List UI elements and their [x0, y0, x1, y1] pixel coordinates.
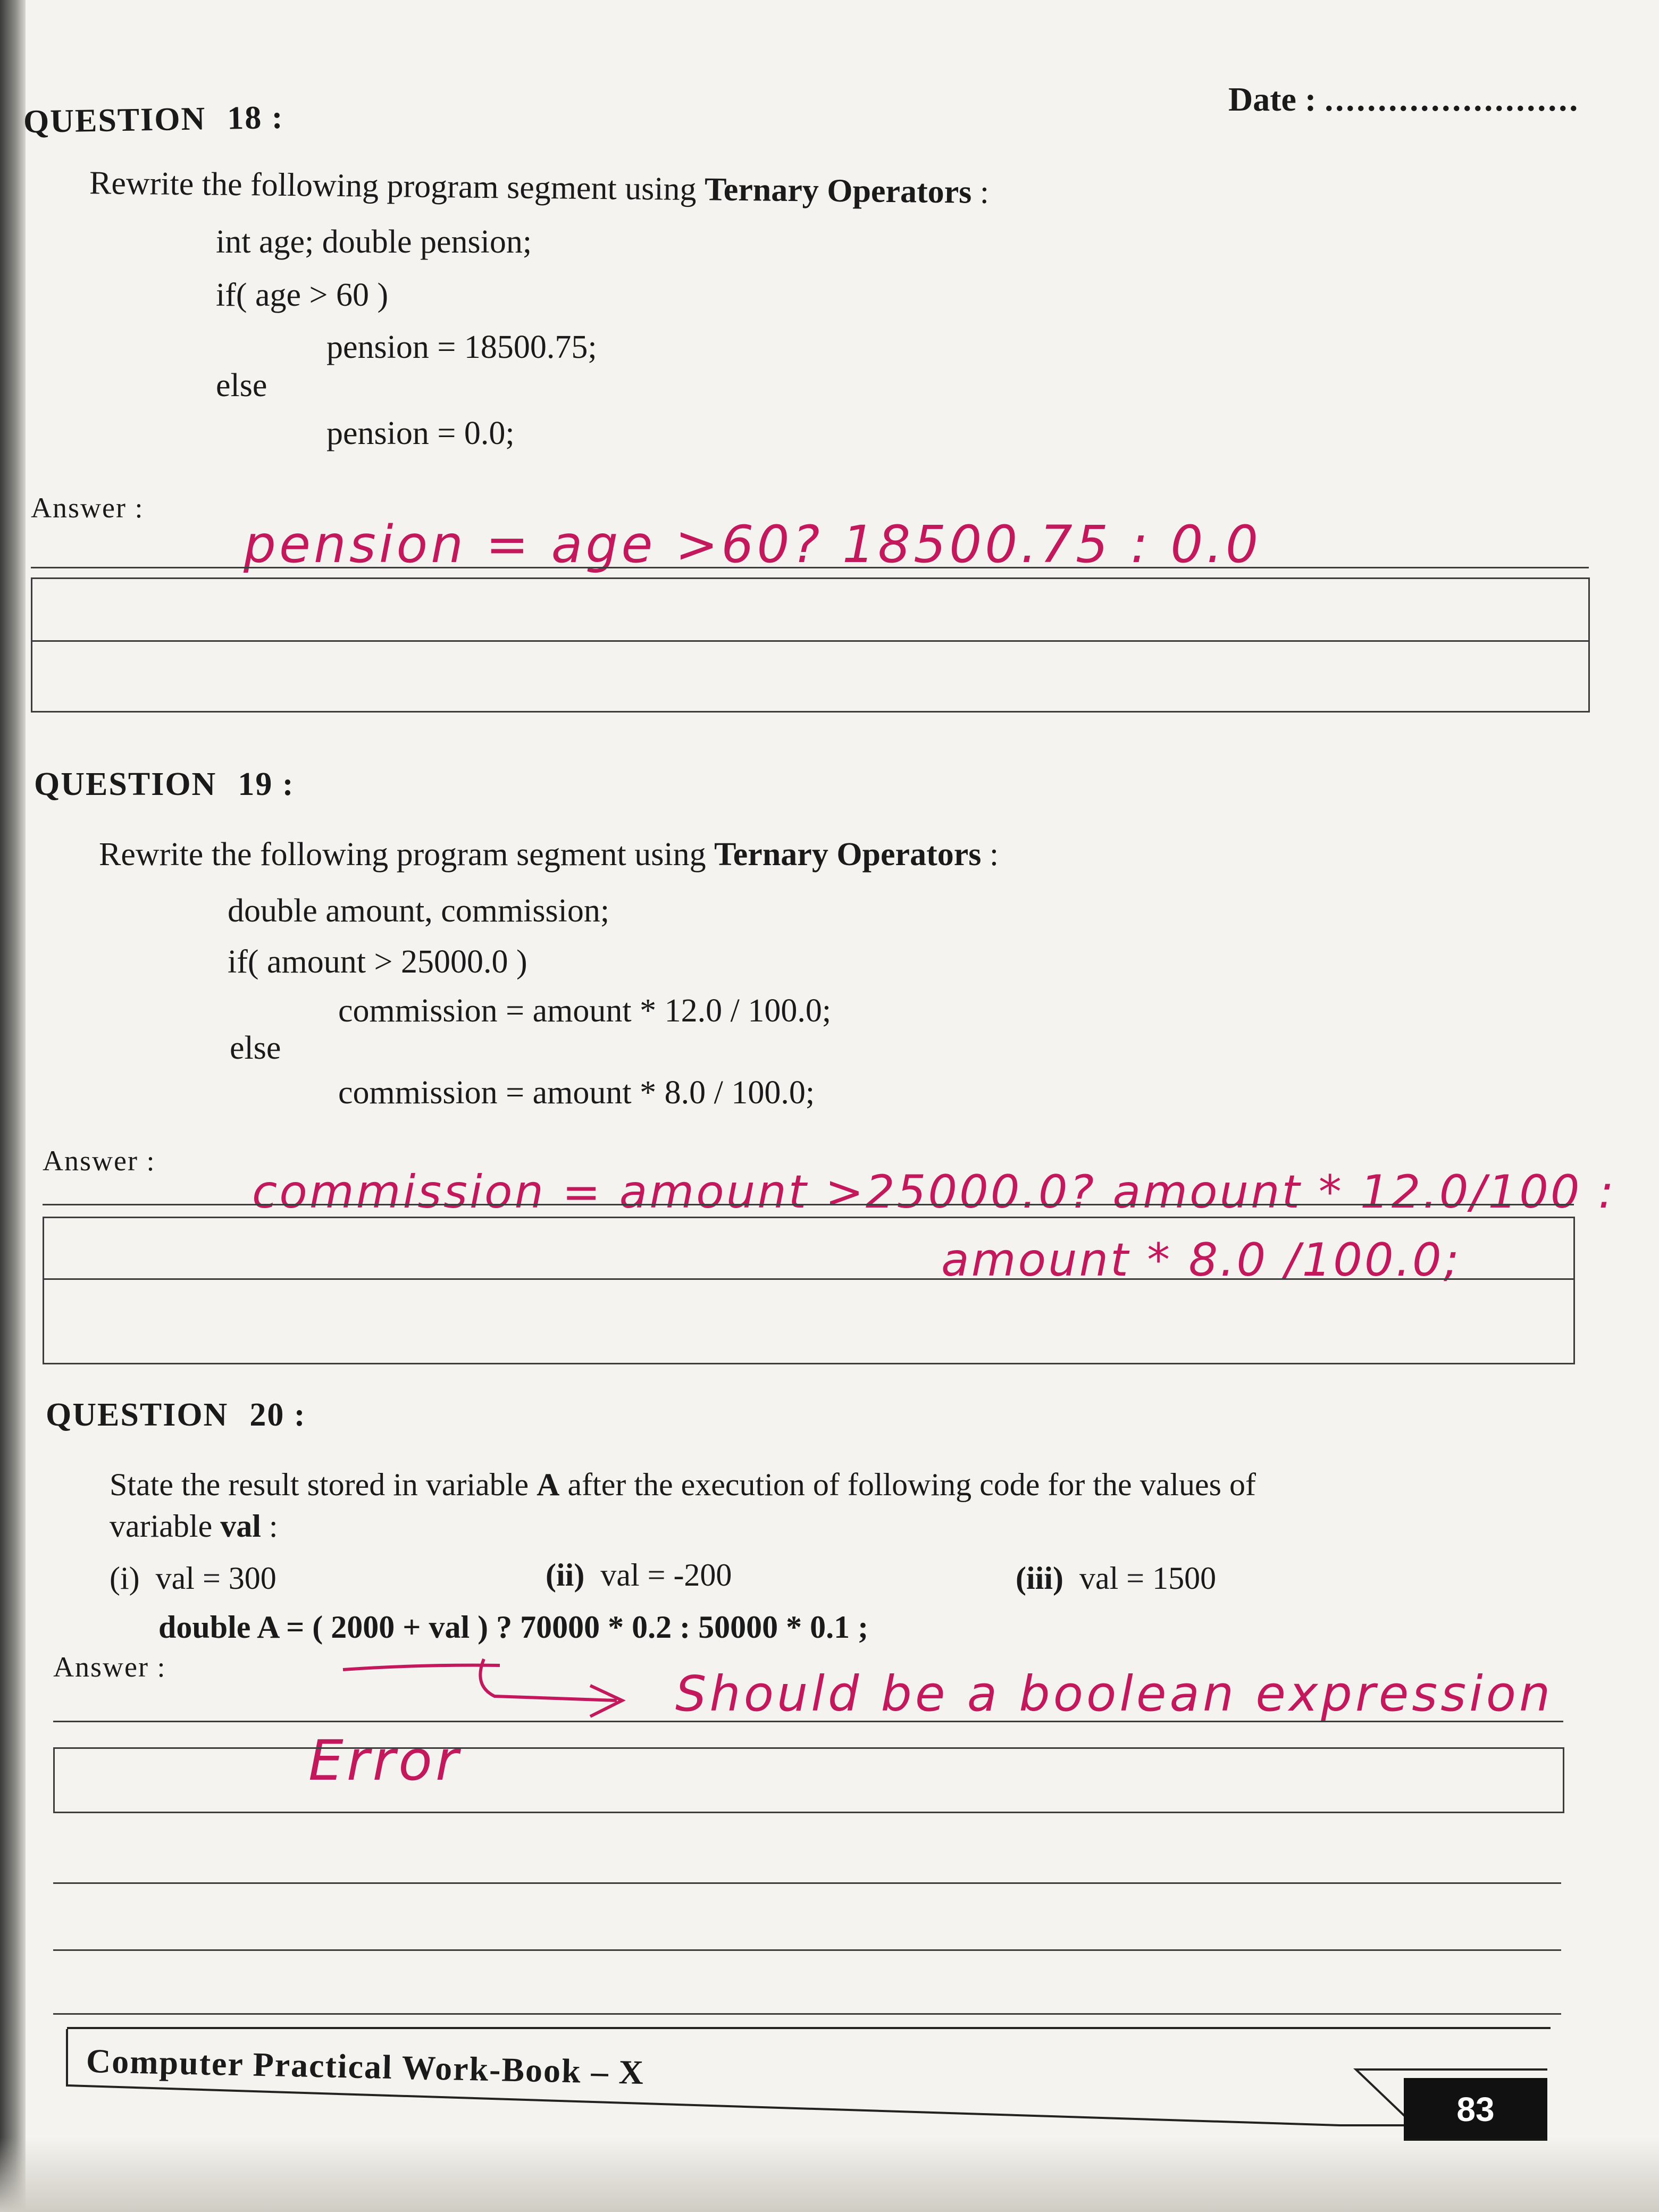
- value-item: (ii) val = -200: [546, 1557, 732, 1593]
- handwritten-arrow-icon: [340, 1654, 681, 1723]
- answer-line: [53, 2013, 1561, 2015]
- question-label: QUESTION: [34, 766, 217, 802]
- code-line: int age; double pension;: [216, 224, 532, 260]
- question-number: 20 :: [249, 1397, 306, 1433]
- value-item: (i) val = 300: [110, 1561, 276, 1596]
- answer-box: [43, 1217, 1575, 1364]
- answer-box: [53, 1747, 1564, 1813]
- question-label: QUESTION: [46, 1397, 229, 1433]
- date-dots: ........................: [1325, 80, 1580, 118]
- code-line: else: [216, 367, 267, 404]
- code-line: else: [230, 1030, 281, 1066]
- question-20-heading: [46, 1396, 306, 1434]
- code-line: double amount, commission;: [228, 893, 610, 929]
- date-label: Date :: [1228, 80, 1317, 118]
- code-line: if( age > 60 ): [216, 277, 389, 313]
- answer-line: [43, 1204, 1574, 1205]
- handwritten-answer: pension = age >60? 18500.75 : 0.0: [244, 515, 1262, 574]
- footer-title: Computer Practical Work-Book – X: [86, 2042, 645, 2091]
- question-number: 19 :: [238, 766, 295, 802]
- question-20-prompt: State the result stored in variable A after the execution of following code for the values of: [110, 1467, 1256, 1502]
- answer-label: Answer :: [43, 1145, 156, 1177]
- question-19-prompt: Rewrite the following program segment using Ternary Operators :: [99, 836, 999, 873]
- code-line: double A = ( 2000 + val ) ? 70000 * 0.2 : 50000 * 0.1 ;: [158, 1610, 869, 1645]
- answer-line: [31, 640, 1589, 642]
- answer-label: Answer :: [31, 492, 144, 524]
- question-18-heading: [23, 99, 284, 141]
- question-label: QUESTION: [23, 100, 206, 140]
- answer-line: [31, 567, 1589, 568]
- question-18-prompt: Rewrite the following program segment using Ternary Operators :: [89, 165, 990, 211]
- page-shadow: [0, 2138, 1659, 2212]
- handwritten-answer: Should be a boolean expression: [675, 1665, 1554, 1722]
- code-line: pension = 18500.75;: [326, 329, 597, 365]
- question-number: 18 :: [227, 99, 284, 137]
- answer-line: [53, 1949, 1561, 1951]
- answer-line: [53, 1721, 1563, 1722]
- code-line: if( amount > 25000.0 ): [228, 944, 527, 980]
- date-field: [1228, 80, 1580, 119]
- page-number: 83: [1404, 2078, 1547, 2141]
- handwritten-answer: Error: [308, 1728, 462, 1793]
- value-item: (iii) val = 1500: [1016, 1561, 1217, 1596]
- code-line: pension = 0.0;: [326, 415, 515, 451]
- answer-box: [31, 577, 1590, 713]
- code-line: commission = amount * 12.0 / 100.0;: [338, 993, 832, 1029]
- answer-label: Answer :: [53, 1651, 166, 1683]
- code-line: commission = amount * 8.0 / 100.0;: [338, 1075, 815, 1111]
- question-20-prompt-line2: variable val :: [110, 1509, 278, 1544]
- answer-line: [43, 1278, 1574, 1280]
- handwritten-answer: commission = amount >25000.0? amount * 12.0/100 :: [252, 1166, 1616, 1219]
- answer-line: [53, 1882, 1561, 1884]
- question-19-heading: [34, 766, 294, 803]
- book-binding-edge: [0, 0, 26, 2212]
- handwritten-answer: amount * 8.0 /100.0;: [941, 1234, 1461, 1287]
